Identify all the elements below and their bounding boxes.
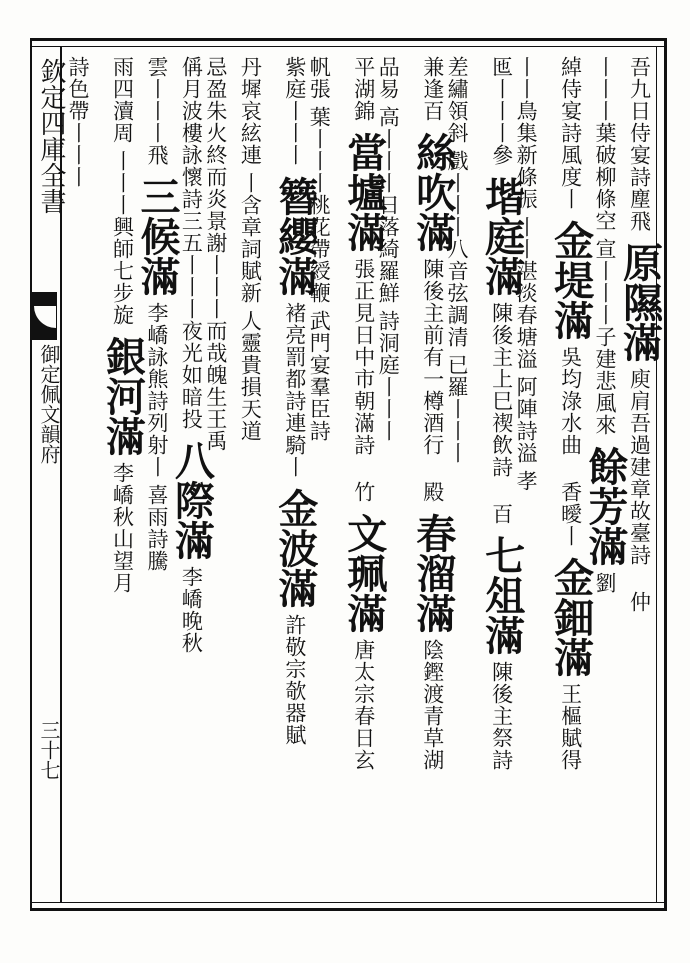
entry-text: 吾九日侍宴詩塵飛 [627,56,652,232]
entry-headword: 金鈿滿 [547,557,595,677]
entry-text: 平湖錦 [351,56,376,122]
entry-text: 陳後主上巳禊飲詩 百 [489,302,514,525]
entry-text: 偁月波樓詠懷詩三五丨丨丨夜光如暗投 [179,56,204,430]
entry-text: 葉丨丨丨桃花帶綬鞭 [307,106,332,304]
entry-text: 李嶠秋山望月 [110,462,135,594]
entry-headword: 金堤滿 [547,220,595,340]
entry-text: 人靈貴損天道 [238,310,263,442]
book-title: 御定佩文韻府 [37,344,61,464]
entry-headword: 銀河滿 [99,336,147,456]
entry-text: 王樞賦得 [558,683,583,771]
entry-text: 丨丨鳥集新條振 [514,56,539,210]
entry-headword: 七俎滿 [478,535,526,655]
entry-text: 帆張 [307,56,332,100]
entry-text: 丨丨丨葉破柳條空 [593,56,618,232]
entry-text: 陰鏗渡青草湖 [420,639,445,771]
left-border [30,38,32,911]
entry-headword: 原隰滿 [616,242,664,362]
page-number: 三十七 [37,720,61,780]
entry-text: 雨四瀆周 [110,56,135,144]
collection-title: 欽定四庫全書 [36,58,66,214]
entry-headword: 堦庭滿 [478,176,526,296]
bottom-rule-inner [30,902,666,903]
entry-text: 褚亮罰都詩連騎丨 [282,302,307,478]
entry-text: 丨含章詞賦新 [238,172,263,304]
entry-text: 匜丨丨丨參 [489,56,514,166]
entry-text: 綽侍宴詩風度丨 [558,56,583,210]
entry-text: 丨丨丨興師七步旋 [110,150,135,326]
entry-text: 陳後主祭詩 [489,661,514,771]
text-column [478,56,526,896]
entry-headword: 文珮滿 [340,513,388,633]
text-column [409,56,457,896]
entry-headword: 簪纓滿 [271,176,319,296]
text-column [547,56,595,896]
entry-text: 丨丨湛淡春塘溢 [514,216,539,370]
entry-text: 高丨丨丨日落綺羅鮮 [376,106,401,304]
entry-headword: 餘芳滿 [582,446,630,566]
top-rule-outer [30,38,666,41]
entry-text: 已羅丨丨丨 [445,354,470,464]
entry-text: 差繡領斜 [445,56,470,144]
entry-text: 戲丨丨丨八音弦調清 [445,150,470,348]
entry-text: 丹墀哀絃連 [238,56,263,166]
entry-headword: 春溜滿 [409,513,457,633]
entry-headword: 當壚滿 [340,132,388,252]
fishtail-mark [30,292,57,340]
entry-text: 武門宴羣臣詩 [307,310,332,442]
entry-text: 雲丨丨丨飛 [144,56,169,166]
entry-text: 吳均淥水曲 香曖丨 [558,346,583,547]
bottom-rule-outer [30,908,666,911]
entry-text: 兼逢百 [420,56,445,122]
text-column [340,56,388,896]
entry-text: 宣丨丨丨子建悲風來 [593,238,618,436]
entry-text: 劉 [593,572,618,594]
entry-text: 李嶠詠熊詩列射丨 [144,302,169,478]
text-column [66,56,100,896]
entry-text: 張正見日中市朝滿詩 竹 [351,258,376,503]
right-border-outer [664,38,667,911]
entry-text: 阿陣詩溢 [514,376,539,464]
entry-text: 孝 [514,470,539,492]
entry-text: 唐太宗春日玄 [351,639,376,771]
entry-text: 詩色帶丨丨丨 [66,56,90,188]
entry-headword: 絲吹滿 [409,132,457,252]
text-column [99,56,147,896]
entry-text: 喜雨詩騰 [144,484,169,572]
entry-text: 陳後主前有一樽酒行 殿 [420,258,445,503]
entry-headword: 金波滿 [271,488,319,608]
text-column [271,56,319,896]
entry-headword: 八際滿 [168,440,216,560]
entry-text: 詩洞庭丨丨丨 [376,310,401,442]
entry-text: 忌盈朱火終而炎景謝丨丨丨而哉魄生王禹 [203,56,228,452]
entry-text: 李嶠晚秋 [179,566,204,654]
text-column [238,56,272,896]
entry-text: 許敬宗欹器賦 [282,614,307,746]
entry-headword: 三候滿 [133,176,181,296]
entry-text: 庾肩吾過建章故臺詩 仲 [627,368,652,613]
entry-text: 紫庭丨丨丨 [282,56,307,166]
top-rule-inner [30,46,666,47]
entry-text: 品易 [376,56,401,100]
